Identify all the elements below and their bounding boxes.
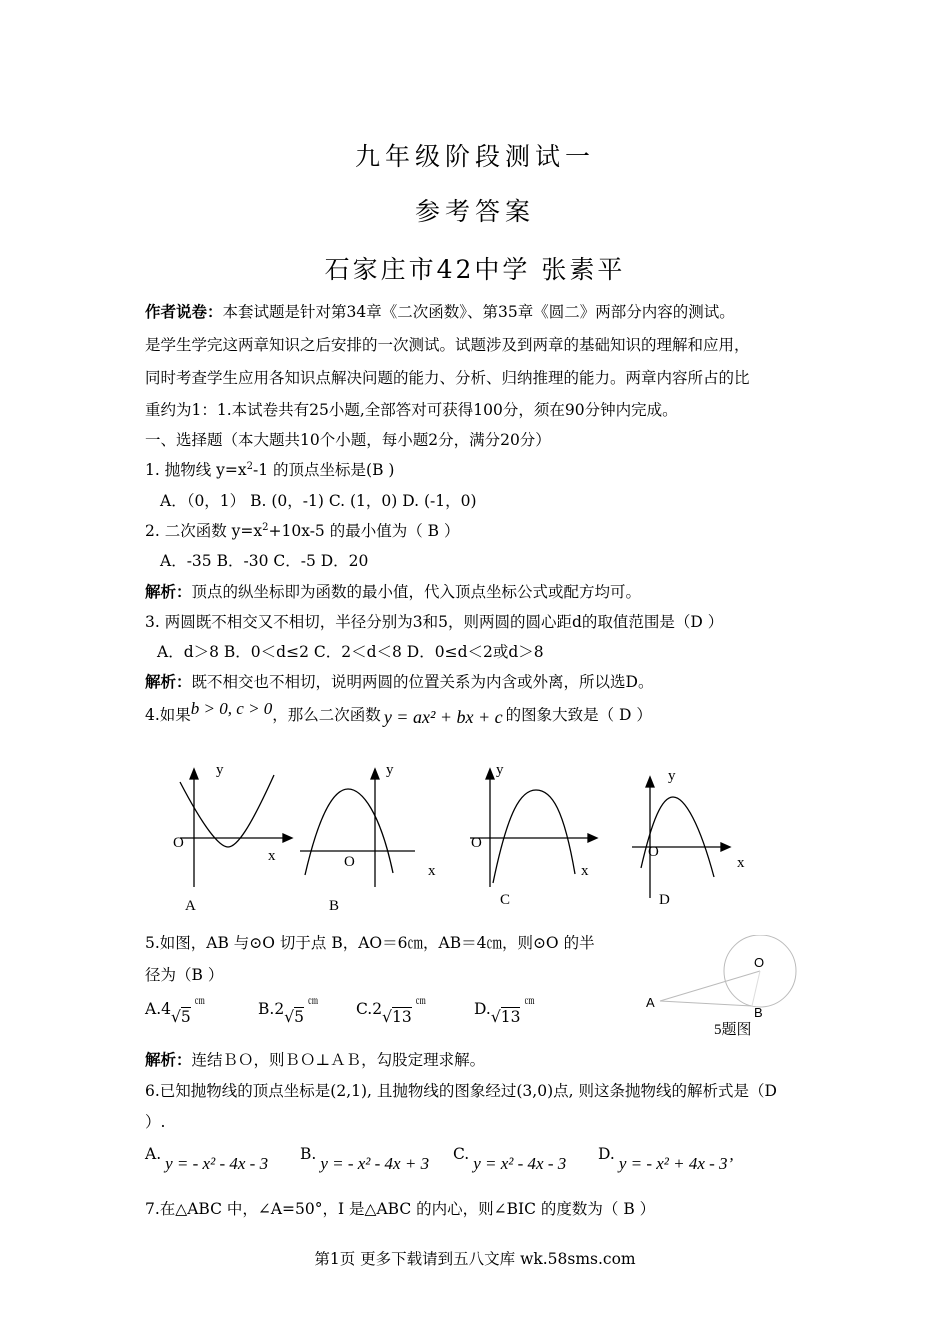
question-6: 6.已知抛物线的顶点坐标是(2,1), 且抛物线的图象经过(3,0)点, 则这条抛物线的解析式是（D [145, 1082, 777, 1100]
intro-line-4: 重约为1：1.本试卷共有25小题,全部答对可获得100分，须在90分钟内完成。 [145, 401, 678, 419]
q5-option-b: B.2√5㎝ [258, 996, 318, 1027]
section-heading: 一、选择题（本大题共10个小题，每小题2分，满分20分） [145, 431, 551, 449]
graph-d-x-label: x [737, 855, 745, 871]
graph-c-y-label: y [496, 762, 504, 778]
intro-line-3: 同时考查学生应用各知识点解决问题的能力、分析、归纳推理的能力。两章内容所占的比 [145, 369, 750, 387]
graph-c-x-label: x [581, 863, 589, 879]
figure-point-a: A [646, 995, 655, 1010]
question-1-options: A．（0，1） B. (0，-1) C. (1，0) D. (-1，0) [160, 492, 477, 510]
q5-option-a: A.4√5㎝ [145, 996, 205, 1027]
graph-a-y-label: y [216, 762, 224, 778]
question-4: 4.如果b > 0, c > 0，那么二次函数 y = ax² + bx + c 的图象大致是（ D ） [145, 699, 652, 727]
graph-d-origin: O [648, 844, 659, 860]
graph-b-y-label: y [386, 762, 394, 778]
page-footer: 第1页 更多下载请到五八文库 wk.58sms.com [314, 1250, 636, 1268]
page-title: 九年级阶段测试一 [354, 142, 595, 171]
question-3: 3. 两圆既不相交又不相切，半径分别为3和5，则两圆的圆心距d的取值范围是（D ） [145, 613, 724, 631]
graph-b-origin: O [344, 854, 355, 870]
graph-d-label: D [659, 892, 670, 908]
question-1: 1. 抛物线 $y=x^2-1$ 的顶点坐标是(B ) [145, 460, 395, 479]
graph-a-label: A [185, 898, 196, 914]
question-4-graphs [140, 750, 780, 920]
question-5-line-2: 径为（B ） [145, 966, 224, 984]
graph-b [300, 769, 415, 887]
condition-formula: b > 0, c > 0 [190, 699, 273, 718]
graph-a-origin: O [173, 835, 184, 851]
function-formula: y = ax² + bx + c [383, 707, 503, 727]
page-subtitle: 参考答案 [414, 197, 535, 226]
q6-option-a: A. y = - x² - 4x - 3 [145, 1145, 269, 1173]
figure-caption: 5题图 [714, 1022, 752, 1038]
question-2-options: A．-35 B．-30 C．-5 D．20 [160, 552, 369, 570]
author-line: 石家庄市42中学 张素平 [324, 255, 626, 284]
question-5: 5.如图，AB 与⊙O 切于点 B，AO＝6㎝，AB＝4㎝，则⊙O 的半 [145, 934, 595, 952]
q6-option-c: C. y = x² - 4x - 3 [453, 1145, 567, 1173]
graph-d [632, 777, 730, 898]
question-7: 7.在△ABC 中，∠A=50°，I 是△ABC 的内心，则∠BIC 的度数为（ B ） [145, 1200, 656, 1218]
q5-option-d: D.√13㎝ [474, 996, 535, 1027]
graph-c-label: C [500, 892, 511, 908]
graph-a-x-label: x [268, 848, 276, 864]
q6-option-d: D. y = - x² + 4x - 3’ [598, 1145, 734, 1173]
question-5-analysis: 解析：连结ＢＯ，则ＢＯ⊥ＡＢ，勾股定理求解。 [145, 1050, 486, 1069]
figure-point-b: B [754, 1005, 763, 1020]
graph-a [180, 769, 292, 887]
question-5-figure [640, 935, 810, 1045]
graph-c-origin: O [471, 835, 482, 851]
intro-line-2: 是学生学完这两章知识之后安排的一次测试。试题涉及到两章的基础知识的理解和应用， [145, 336, 750, 354]
graph-d-y-label: y [668, 768, 676, 784]
graph-b-x-label: x [428, 863, 436, 879]
q5-option-c: C.2√13㎝ [356, 996, 426, 1027]
question-6-line-2: ）. [145, 1113, 166, 1131]
intro-line-1: 作者说卷：本套试题是针对第34章《二次函数》、第35章《圆二》两部分内容的测试。 [145, 302, 735, 321]
question-2: 2. 二次函数 $y=x^2+10x-5$ 的最小值为（ B ） [145, 521, 460, 540]
graph-c [470, 769, 597, 887]
graph-b-label: B [329, 898, 340, 914]
question-3-options: A．d＞8 B．0＜d≤2 C．2＜d＜8 D．0≤d＜2或d＞8 [157, 643, 544, 661]
figure-point-o: O [754, 955, 765, 970]
question-3-analysis: 解析：既不相交也不相切，说明两圆的位置关系为内含或外离，所以选D。 [145, 672, 654, 691]
q6-option-b: B. y = - x² - 4x + 3 [300, 1145, 430, 1173]
intro-label: 作者说卷： [145, 302, 223, 321]
question-2-analysis: 解析：顶点的纵坐标即为函数的最小值，代入顶点坐标公式或配方均可。 [145, 582, 642, 601]
